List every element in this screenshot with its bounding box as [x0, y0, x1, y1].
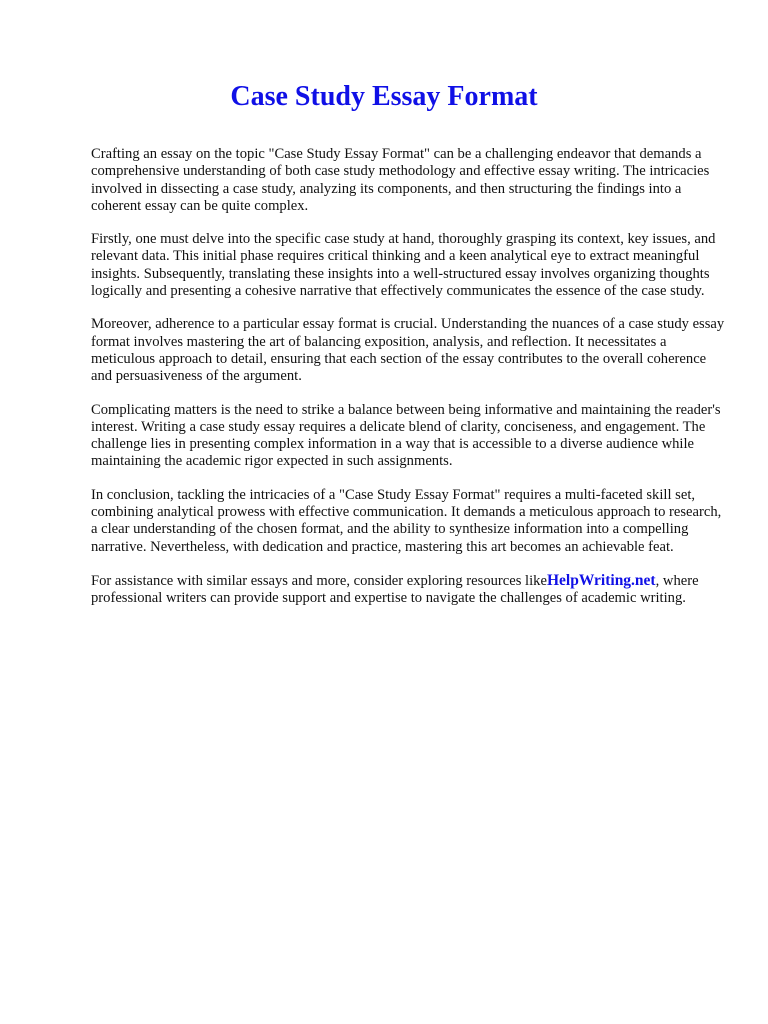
- helpwriting-link[interactable]: HelpWriting.net: [546, 571, 656, 589]
- paragraph-1: Crafting an essay on the topic "Case Study Essay Format" can be a challenging endeavor that demands a comprehensive understanding of both case study methodology and effective essay writing. The intricacies involved in dissecting a case study, analyzing its components, and then structuring the findings into a coherent essay can be quite complex.: [91, 146, 710, 214]
- paragraph-2: Firstly, one must delve into the specific case study at hand, thoroughly grasping its context, key issues, and relevant data. This initial phase requires critical thinking and a keen analytical eye to extract meaningful insights. Subsequently, translating these insights into a well-structured essay involves organizing thoughts logically and presenting a cohesive narrative that effectively communicates the essence of the case study.: [91, 231, 716, 300]
- paragraph-3: Moreover, adherence to a particular essay format is crucial. Understanding the nuances of a case study essay format involves mastering the art of balancing exposition, analysis, and reflection. It necessitates a meticulous approach to detail, ensuring that each section of the essay contributes to the overall coherence and persuasiveness of the argument.: [91, 316, 725, 385]
- document-body: [91, 146, 726, 624]
- paragraph-4: Complicating matters is the need to strike a balance between being informative and maintaining the reader's interest. Writing a case study essay requires a delicate blend of clarity, conciseness, and engagement. The challenge lies in presenting complex information in a way that is accessible to a diverse audience while maintaining the academic rigor expected in such assignments.: [91, 401, 721, 470]
- closing-paragraph: [91, 572, 726, 608]
- closing-text-after-link: , where professional writers can provide support and expertise to navigate the challenges of academic writing.: [91, 572, 699, 607]
- document-title: Case Study Essay Format: [230, 81, 538, 112]
- closing-text-before-link: For assistance with similar essays and more, consider exploring resources like: [91, 572, 547, 589]
- paragraph-5: In conclusion, tackling the intricacies of a "Case Study Essay Format" requires a multi-faceted skill set, combining analytical prowess with effective communication. It demands a meticulous approach to research, a clear understanding of the chosen format, and the ability to synthesize information into a compelling narrative. Nevertheless, with dedication and practice, mastering this art becomes an achievable feat.: [91, 486, 722, 555]
